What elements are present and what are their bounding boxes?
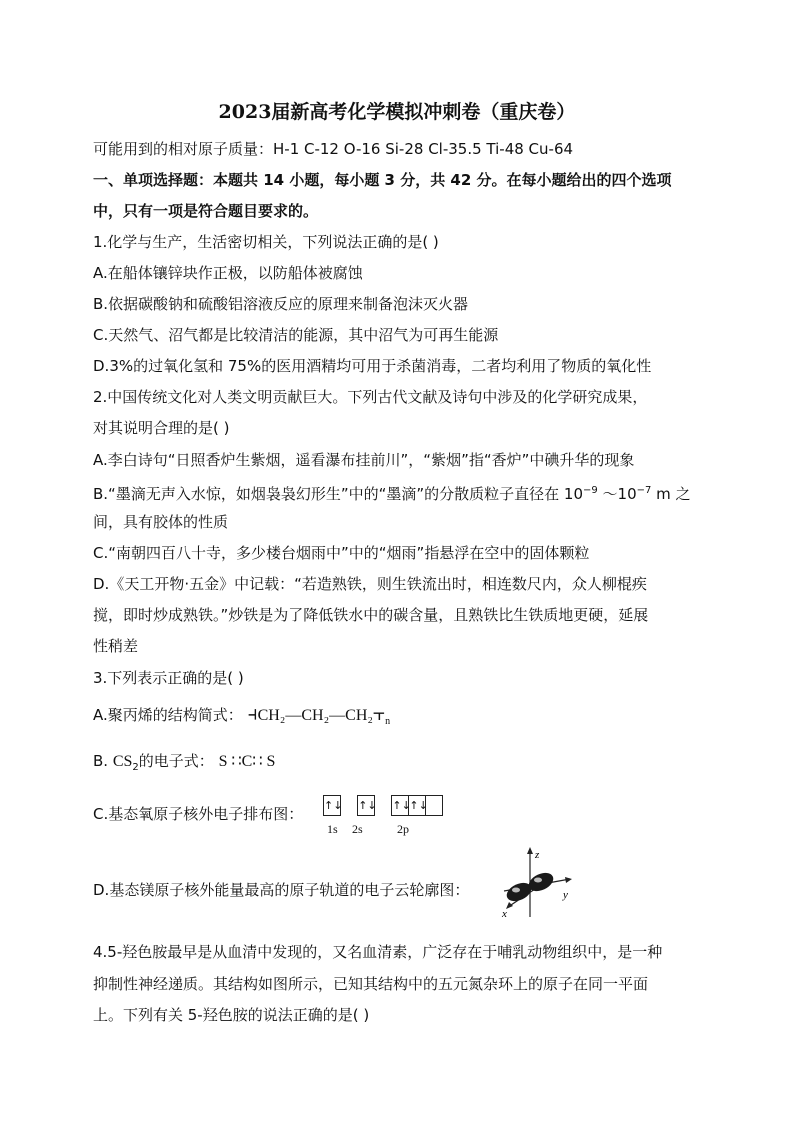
q2-b-post: m 之 (651, 485, 691, 503)
oxygen-orbital-diagram (323, 795, 443, 816)
z-axis-label: z (535, 849, 540, 861)
q2-option-d-line2: 搅，即时炒成熟铁。”炒铁是为了降低铁水中的碳含量，且熟铁比生铁质地更硬，延展 (93, 606, 649, 624)
q2-b-exp2: −7 (636, 485, 652, 496)
q2-b-pre: B.“墨滴无声入水惊，如烟袅袅幻形生”中的“墨滴”的分散质粒子直径在 10 (93, 485, 584, 503)
q2-option-b-line2: 间，具有胶体的性质 (93, 513, 229, 531)
q3-b-post: 的电子式： (138, 752, 214, 770)
orbital-label-2s: 2s (352, 822, 363, 836)
y-axis-label: y (563, 889, 568, 901)
q1-option-d: D.3%的过氧化氢和 75%的医用酒精均可用于杀菌消毒，二者均利用了物质的氧化性 (93, 357, 652, 375)
orbital-1s: ↑↓ (323, 795, 341, 816)
z-axis-arrow (527, 847, 533, 854)
q3-b-sub: 2 (132, 762, 139, 773)
q3-c-text: C.基态氧原子核外电子排布图： (93, 805, 304, 823)
y-axis-arrow (565, 877, 572, 883)
q4-stem-line2: 抑制性神经递质。其结构如图所示，已知其结构中的五元氮杂环上的原子在同一平面 (93, 975, 649, 993)
q2-option-a: A.李白诗句“日照香炉生紫烟，遥看瀑布挂前川”，“紫烟”指“香炉”中碘升华的现象 (93, 451, 635, 469)
section-heading-line2: 中，只有一项是符合题目要求的。 (93, 202, 319, 220)
orbital-2s: ↑↓ (357, 795, 375, 816)
q2-stem-line1: 2.中国传统文化对人类文明贡献巨大。下列古代文献及诗句中涉及的化学研究成果， (93, 388, 648, 406)
q3-option-c (93, 804, 303, 824)
orbital-2p: ↑↓↑↓ (391, 795, 443, 816)
q3-option-d (93, 880, 469, 900)
page-title: 2023届新高考化学模拟冲刺卷（重庆卷） (218, 101, 576, 123)
q3-option-a (93, 704, 390, 732)
q2-stem-line2: 对其说明合理的是( ) (93, 419, 230, 437)
q4-stem-line3: 上。下列有关 5-羟色胺的说法正确的是( ) (93, 1006, 370, 1024)
q2-option-b-line1 (93, 481, 691, 504)
x-axis-arrow (506, 902, 513, 909)
polypropylene-formula: $⫞CH_2—CH_2—CH_2⫟_n$ (247, 703, 391, 728)
q3-b-cs: CS (112, 753, 133, 770)
q2-option-d-line3: 性稍差 (93, 637, 139, 655)
q3-a-text: A.聚丙烯的结构简式： (93, 706, 243, 724)
q2-option-d-line1: D.《天工开物·五金》中记载：“若造熟铁，则生铁流出时，相连数尺内，众人柳棍疾 (93, 575, 647, 593)
q1-option-a: A.在船体镶锌块作正极，以防船体被腐蚀 (93, 264, 363, 282)
q2-b-mid: ～10 (597, 485, 637, 503)
q3-d-text: D.基态镁原子核外能量最高的原子轨道的电子云轮廓图： (93, 881, 470, 899)
q4-stem-line1: 4.5-羟色胺最早是从血清中发现的，又名血清素，广泛存在于哺乳动物组织中，是一种 (93, 943, 663, 961)
section-heading-line1: 一、单项选择题：本题共 14 小题，每小题 3 分，共 42 分。在每小题给出的四个选项 (93, 171, 672, 189)
orbital-label-1s: 1s (327, 822, 338, 836)
atomic-masses: 可能用到的相对原子质量：H-1 C-12 O-16 Si-28 Cl-35.5 Ti-48 Cu-64 (93, 140, 574, 158)
q1-option-b: B.依据碳酸钠和硫酸铝溶液反应的原理来制备泡沫灭火器 (93, 295, 469, 313)
q1-option-c: C.天然气、沼气都是比较清洁的能源，其中沼气为可再生能源 (93, 326, 499, 344)
q1-stem: 1.化学与生产，生活密切相关，下列说法正确的是( ) (93, 233, 439, 251)
p-orbital-cloud-diagram (494, 845, 578, 921)
q2-option-c: C.“南朝四百八十寺，多少楼台烟雨中”中的“烟雨”指悬浮在空中的固体颗粒 (93, 544, 590, 562)
orbital-label-2p: 2p (397, 822, 409, 836)
cs2-electron-formula: S ∷C∷ S (218, 753, 276, 770)
q3-b-pre: B. (93, 752, 113, 770)
q3-stem: 3.下列表示正确的是( ) (93, 669, 244, 687)
q2-b-exp1: −9 (583, 485, 598, 496)
x-axis-label: x (502, 908, 507, 920)
q3-option-b (93, 751, 275, 778)
